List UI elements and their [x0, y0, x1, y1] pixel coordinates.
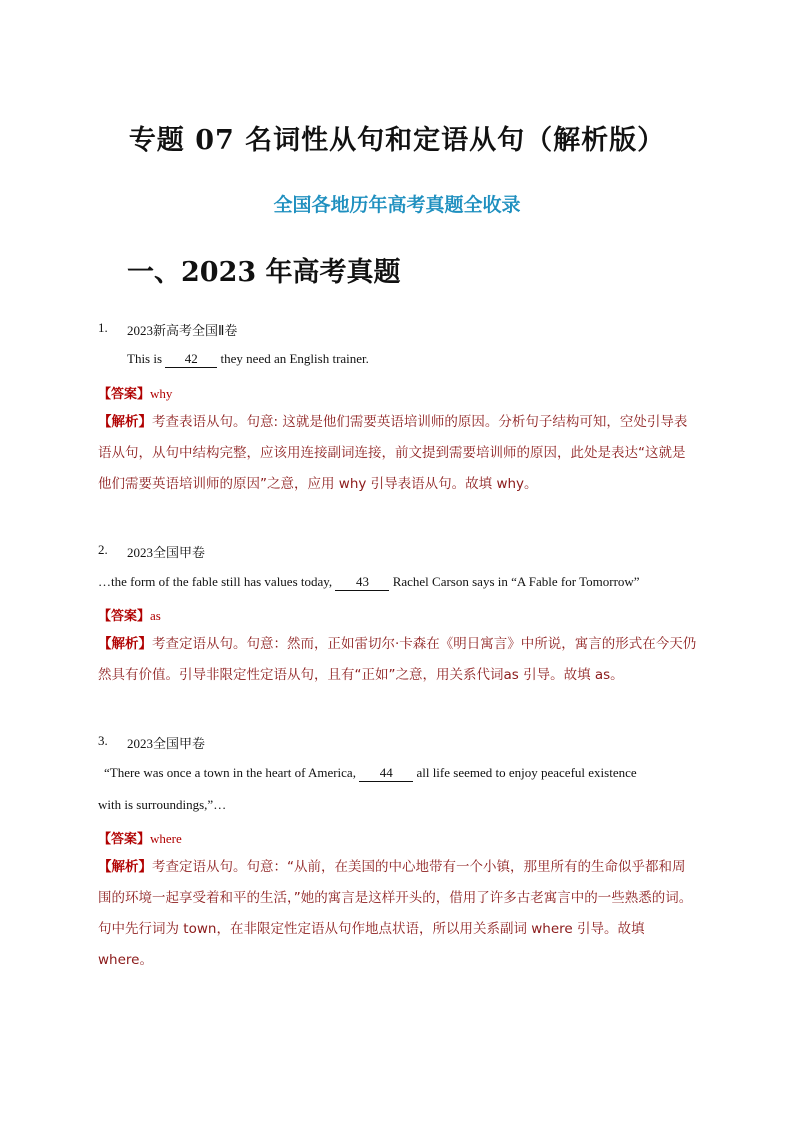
analysis-text: 考查定语从句。句意：“从前，在美国的中心地带有一个小镇，那里所有的生命似乎都和周围的环境一起享受着和平的生活，”她的寓言是这样开头的，借用了许多古老寓言中的一些熟悉的词。句中先行词为 town，在非限定性定语从句作地点状语，所以用关系副词 where 引导。故填 where。 [98, 859, 693, 968]
page-subtitle: 全国各地历年高考真题全收录 [273, 194, 521, 216]
analysis-paragraph [98, 629, 698, 691]
answer-line [98, 828, 182, 847]
analysis-paragraph [98, 852, 698, 976]
analysis-paragraph [98, 407, 698, 500]
question-number: 1. [98, 320, 108, 335]
question-sentence: “There was once a town in the heart of America, 44 all life seemed to enjoy peaceful existence [104, 765, 637, 780]
answer-tag: 【答案】 [98, 832, 151, 847]
question-source: 2023新高考全国Ⅱ卷 [127, 323, 238, 338]
question-source: 2023全国甲卷 [127, 545, 206, 560]
analysis-text: 考查定语从句。句意：然而，正如雷切尔·卡森在《明日寓言》中所说，寓言的形式在今天仍然具有价值。引导非限定性定语从句，且有“正如”之意，用关系代词as 引导。故填 as。 [98, 636, 697, 683]
question-number: 2. [98, 542, 108, 557]
section-heading: 一、2023 年高考真题 [127, 257, 401, 288]
analysis-text: 考查表语从句。句意: 这就是他们需要英语培训师的原因。分析句子结构可知，空处引导表语从句，从句中结构完整，应该用连接副词连接，前文提到需要培训师的原因，此处是表达“这就是他们需要英语培训师的原因”之意，应用 why 引导表语从句。故填 why。 [98, 414, 688, 492]
question-sentence: …the form of the fable still has values today, 43 Rachel Carson says in “A Fable for Tomorrow” [98, 574, 640, 589]
question-number: 3. [98, 733, 108, 748]
answer-blank: 43 [335, 574, 389, 591]
analysis-tag: 【解析】 [98, 636, 152, 652]
answer-line [98, 605, 161, 624]
answer-tag: 【答案】 [98, 387, 151, 402]
answer-tag: 【答案】 [98, 609, 151, 624]
question-sentence: This is 42 they need an English trainer. [127, 351, 369, 366]
page-title: 专题 07 名词性从句和定语从句（解析版） [128, 125, 666, 156]
analysis-tag: 【解析】 [98, 414, 152, 430]
answer-value: why [150, 386, 173, 401]
question-source: 2023全国甲卷 [127, 736, 206, 751]
answer-value: as [150, 608, 161, 623]
analysis-tag: 【解析】 [98, 859, 152, 875]
answer-value: where [150, 831, 182, 846]
answer-line [98, 383, 172, 402]
answer-blank: 42 [165, 351, 217, 368]
answer-blank: 44 [359, 765, 413, 782]
question-sentence-continued: with is surroundings,”… [98, 797, 227, 812]
